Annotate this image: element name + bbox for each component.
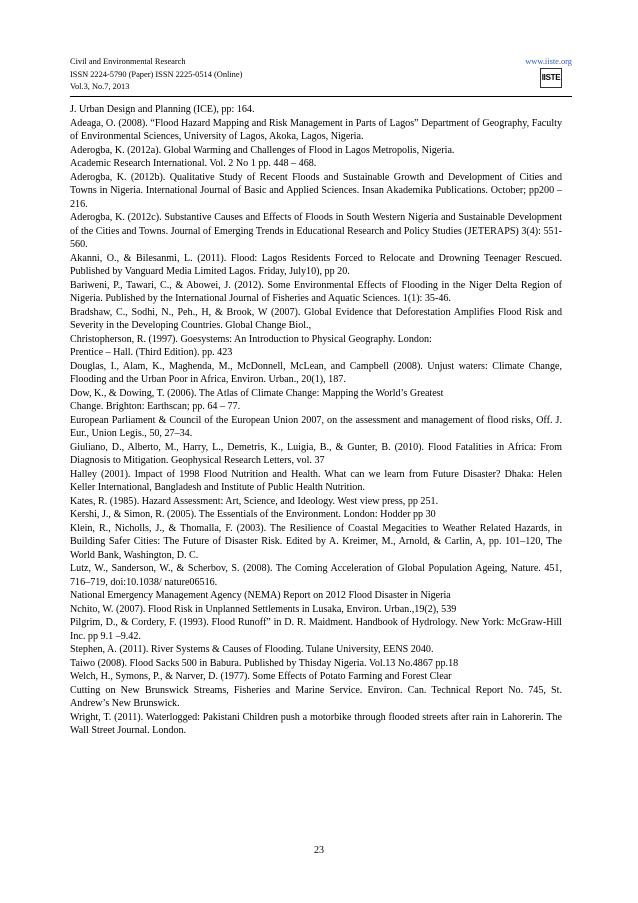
reference-entry: Welch, H., Symons, P., & Narver, D. (1977). Some Effects of Potato Farming and Forest Clear: [70, 671, 452, 682]
reference-list: [70, 103, 562, 738]
reference-entry: Klein, R., Nicholls, J., & Thomalla, F. (2003). The Resilience of Coastal Megacities to Weather Related Hazards, in Building Safer Cities: The Future of Disaster Risk. Edited by A. Kreimer, M., Arnold, & Carlin, A, pp. 101–120, The World Bank, Washington, D. C.: [70, 522, 562, 561]
reference-entry: Taiwo (2008). Flood Sacks 500 in Babura. Published by Thisday Nigeria. Vol.13 No.4867 pp.18: [70, 657, 459, 669]
reference-entry: Adeaga, O. (2008). “Flood Hazard Mapping and Risk Management in Parts of Lagos” Department of Geography, Faculty of Environmental Sciences, University of Lagos, Akoka, Lagos, Nigeria.: [70, 117, 562, 142]
volume-line: Vol.3, No.7, 2013: [70, 82, 130, 92]
reference-entry: National Emergency Management Agency (NEMA) Report on 2012 Flood Disaster in Nigeria: [70, 590, 451, 601]
reference-entry: Aderogba, K. (2012a). Global Warming and Challenges of Flood in Lagos Metropolis, Nigeria.: [70, 144, 455, 156]
reference-entry: Bariweni, P., Tawari, C., & Abowei, J. (2012). Some Environmental Effects of Flooding in the Niger Delta Region of Nigeria. Published by the International Journal of Fisheries and Aquatic Sciences. 1(1): 35-46.: [70, 279, 562, 304]
reference-entry: Christopherson, R. (1997). Goesystems: An Introduction to Physical Geography. London:: [70, 333, 432, 345]
reference-entry: Nchito, W. (2007). Flood Risk in Unplanned Settlements in Lusaka, Environ. Urban.,19(2), 539: [70, 603, 457, 615]
issn-line: ISSN 2224-5790 (Paper) ISSN 2225-0514 (Online): [70, 69, 243, 79]
reference-entry: Kershi, J., & Simon, R. (2005). The Essentials of the Environment. London: Hodder pp 30: [70, 509, 436, 520]
reference-entry: Change. Brighton: Earthscan; pp. 64 – 77.: [70, 401, 241, 412]
reference-entry: European Parliament & Council of the European Union 2007, on the assessment and management of flood risks, Off. J. Eur., Union Legis., 50, 27–34.: [70, 414, 562, 439]
page-number: 23: [314, 845, 324, 856]
page-header: [70, 56, 572, 94]
reference-entry: Cutting on New Brunswick Streams, Fisheries and Marine Service. Environ. Can. Technical Report No. 745, St. Andrew’s New Brunswick.: [70, 684, 562, 709]
reference-entry: Giuliano, D., Alberto, M., Harry, L., Demetris, K., Luigia, B., & Gunter, B. (2010). Flood Fatalities in Africa: From Diagnosis to Mitigation. Geophysical Research Letters, vol. 37: [70, 441, 562, 466]
reference-entry: Wright, T. (2011). Waterlogged: Pakistani Children push a motorbike through flooded streets after rain in Lahorerin. The Wall Street Journal. London.: [70, 711, 562, 736]
reference-entry: Douglas, I., Alam, K., Maghenda, M., McDonnell, McLean, and Campbell (2008). Unjust waters: Climate Change, Flooding and the Urban Poor in Africa, Environ. Urban., 20(1), 187.: [70, 360, 562, 385]
reference-entry: Academic Research International. Vol. 2 No 1 pp. 448 – 468.: [70, 158, 317, 169]
reference-entry: Prentice – Hall. (Third Edition). pp. 423: [70, 347, 233, 358]
iiste-logo: IISTE: [540, 68, 562, 88]
reference-entry: J. Urban Design and Planning (ICE), pp: 164.: [70, 104, 255, 115]
reference-entry: Aderogba, K. (2012c). Substantive Causes and Effects of Floods in South Western Nigeria and Sustainable Development of the Cities and Towns. Journal of Emerging Trends in Educational Research and Policy Studies (JETERAPS) 3(4): 551-560.: [70, 212, 562, 250]
reference-entry: Bradshaw, C., Sodhi, N., Peh., H, & Brook, W (2007). Global Evidence that Deforestation Amplifies Flood Risk and Severity in the Developing Countries. Global Change Biol.,: [70, 306, 562, 331]
reference-entry: Akanni, O., & Bilesanmi, L. (2011). Flood: Lagos Residents Forced to Relocate and Drowning Teenager Rescued. Published by Vanguard Media Limited Lagos. Friday, July10), pp 20.: [70, 252, 562, 277]
reference-entry: Pilgrim, D., & Cordery, F. (1993). Flood Runoff” in D. R. Maidment. Handbook of Hydrology. New York: McGraw-Hill Inc. pp 9.1 –9.42.: [70, 617, 562, 642]
journal-url-link[interactable]: www.iiste.org: [525, 57, 572, 66]
reference-entry: Aderogba, K. (2012b). Qualitative Study of Recent Floods and Sustainable Growth and Development of Cities and Towns in Nigeria. International Journal of Basic and Applied Sciences. Insan Akademika Publications. October; pp200 – 216.: [70, 171, 562, 210]
reference-entry: Kates, R. (1985). Hazard Assessment: Art, Science, and Ideology. West view press, pp 251.: [70, 495, 439, 507]
reference-entry: Dow, K., & Dowing, T. (2006). The Atlas of Climate Change: Mapping the World’s Greatest: [70, 387, 444, 399]
reference-entry: Stephen, A. (2011). River Systems & Causes of Flooding. Tulane University, EENS 2040.: [70, 644, 434, 655]
journal-title: Civil and Environmental Research: [70, 57, 186, 66]
reference-entry: Halley (2001). Impact of 1998 Flood Nutrition and Health. What can we learn from Future Disaster? Dhaka: Helen Keller International, Bangladesh and Institute of Public Health Nutrition.: [70, 468, 562, 493]
reference-entry: Lutz, W., Sanderson, W., & Scherbov, S. (2008). The Coming Acceleration of Global Population Ageing, Nature. 451, 716–719, doi:10.1038/ nature06516.: [70, 563, 562, 588]
header-divider: [70, 96, 572, 97]
